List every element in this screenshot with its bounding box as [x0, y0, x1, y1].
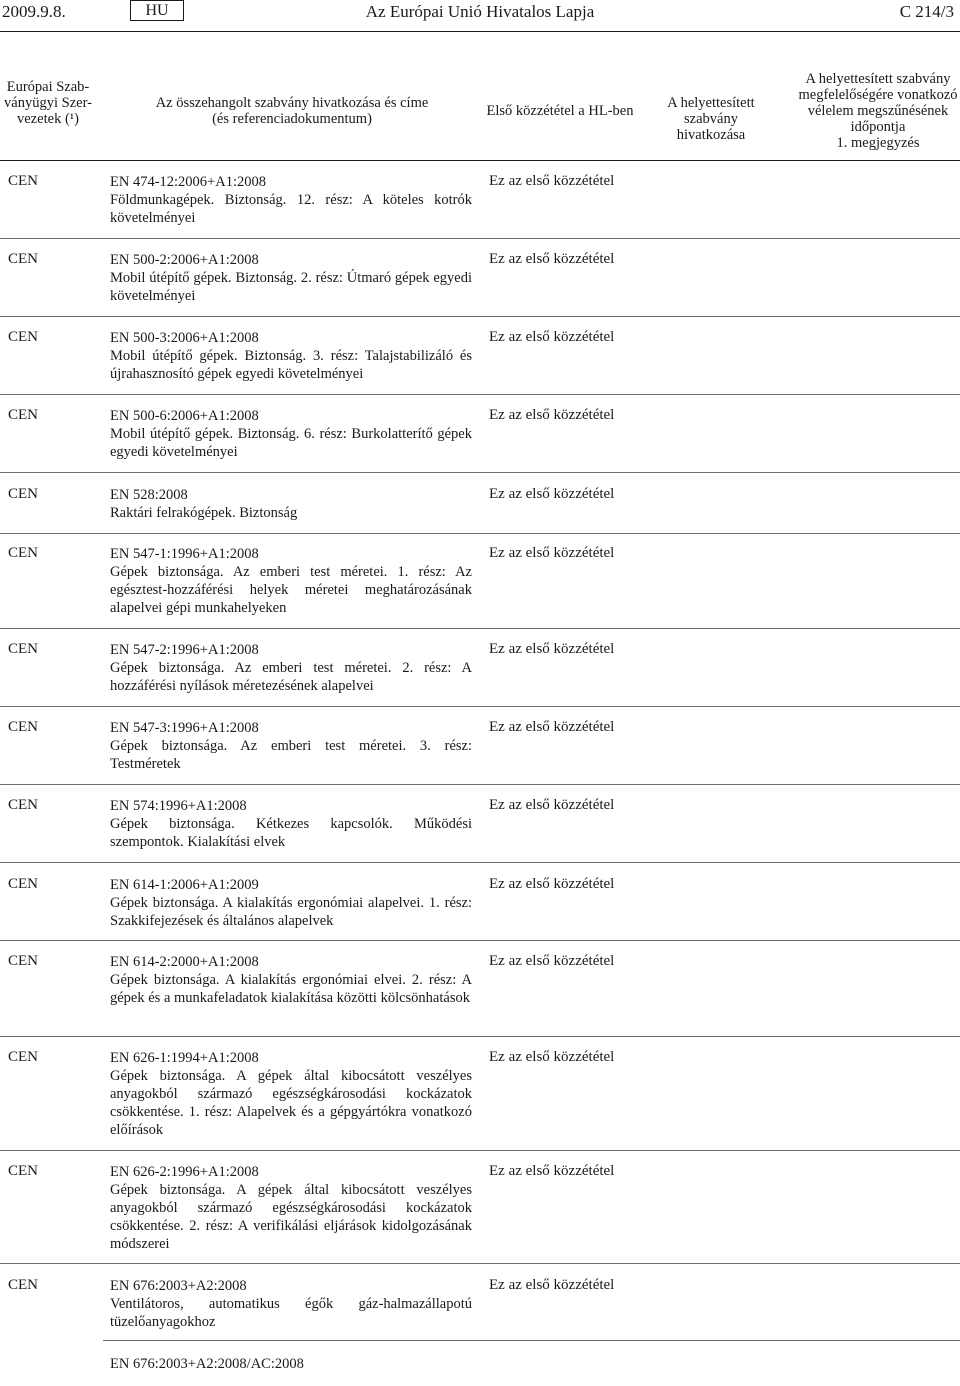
- row-separator: [0, 533, 960, 534]
- standard-code: EN 500-6:2006+A1:2008: [110, 408, 259, 424]
- row-separator: [0, 472, 960, 473]
- reference-cell: [110, 876, 472, 930]
- journal-header: [0, 0, 960, 24]
- organisation-cell: CEN: [8, 953, 38, 969]
- organisation-cell: CEN: [8, 719, 38, 735]
- first-publication-cell: Ez az első közzététel: [489, 173, 615, 189]
- standard-code: EN 614-2:2000+A1:2008: [110, 954, 259, 970]
- first-publication-cell: Ez az első közzététel: [489, 1163, 615, 1179]
- row-separator: [103, 1340, 960, 1341]
- first-publication-cell: Ez az első közzététel: [489, 486, 615, 502]
- column-header-superseded-standard: A helyettesített szabvány hivatkozása: [667, 95, 755, 143]
- standard-title: Gépek biztonsága. A gépek által kibocsátott veszélyes anyagokból származó egészségkárosodási kockázatok csökkentése. 2. rész: A verifikálási eljárások kidolgozásának módszerei: [110, 1182, 472, 1252]
- standard-code: EN 500-2:2006+A1:2008: [110, 252, 259, 268]
- first-publication-cell: Ez az első közzététel: [489, 545, 615, 561]
- standard-title: Gépek biztonsága. Az emberi test méretei. 2. rész: A hozzáférési nyílások méretezésének alapelvei: [110, 660, 472, 694]
- row-separator: [0, 394, 960, 395]
- reference-cell: [110, 797, 472, 851]
- reference-cell: [110, 407, 472, 461]
- page-number: C 214/3: [899, 2, 954, 21]
- journal-title: Az Európai Unió Hivatalos Lapja: [365, 2, 595, 21]
- reference-cell: [110, 329, 472, 383]
- row-separator: [0, 316, 960, 317]
- standard-title: Gépek biztonsága. Kétkezes kapcsolók. Működési szempontok. Kialakítási elvek: [110, 816, 472, 850]
- row-separator: [0, 238, 960, 239]
- standard-title: Mobil útépítő gépek. Biztonság. 2. rész: Útmaró gépek egyedi követelményei: [110, 270, 472, 304]
- organisation-cell: CEN: [8, 407, 38, 423]
- reference-cell: [110, 173, 472, 227]
- row-separator: [0, 862, 960, 863]
- row-separator: [0, 1036, 960, 1037]
- standard-title: Gépek biztonsága. Az emberi test méretei. 1. rész: Az egésztest-hozzáférési helyek méretei meghatározásának alapelvei gépi munkahelyeken: [110, 564, 472, 616]
- header-rule: [0, 31, 960, 32]
- reference-cell: [110, 641, 472, 695]
- organisation-cell: CEN: [8, 1277, 38, 1293]
- first-publication-cell: Ez az első közzététel: [489, 641, 615, 657]
- standard-code: EN 474-12:2006+A1:2008: [110, 174, 266, 190]
- publication-date: 2009.9.8.: [2, 2, 66, 21]
- column-header-cessation-date: A helyettesített szabvány megfelelőségére vonatkozó vélelem megszűnésének időpontja 1. megjegyzés: [798, 71, 958, 151]
- organisation-cell: CEN: [8, 1049, 38, 1065]
- first-publication-cell: Ez az első közzététel: [489, 251, 615, 267]
- first-publication-cell: Ez az első közzététel: [489, 1049, 615, 1065]
- column-header-first-publication: Első közzététel a HL-ben: [486, 103, 634, 119]
- organisation-cell: CEN: [8, 329, 38, 345]
- reference-cell: [110, 1163, 472, 1253]
- standard-title: Gépek biztonsága. A gépek által kibocsátott veszélyes anyagokból származó egészségkárosodási kockázatok csökkentése. 1. rész: Alapelvek és a gépgyártókra vonatkozó előírások: [110, 1068, 472, 1138]
- reference-cell: [110, 719, 472, 773]
- organisation-cell: CEN: [8, 1163, 38, 1179]
- first-publication-cell: Ez az első közzététel: [489, 876, 615, 892]
- organisation-cell: CEN: [8, 173, 38, 189]
- first-publication-cell: Ez az első közzététel: [489, 797, 615, 813]
- standard-code: EN 614-1:2006+A1:2009: [110, 877, 259, 893]
- organisation-cell: CEN: [8, 251, 38, 267]
- column-header-organisation: Európai Szab- ványügyi Szer- vezetek (¹): [4, 79, 92, 127]
- standard-code: EN 574:1996+A1:2008: [110, 798, 247, 814]
- row-separator: [0, 784, 960, 785]
- organisation-cell: CEN: [8, 545, 38, 561]
- standard-title: Gépek biztonsága. A kialakítás ergonómiai elvei. 2. rész: A gépek és a munkafeladatok kialakítása közötti kölcsönhatások: [110, 972, 472, 1006]
- reference-cell: [110, 1277, 472, 1331]
- row-separator: [0, 706, 960, 707]
- organisation-cell: CEN: [8, 641, 38, 657]
- reference-cell: [110, 251, 472, 305]
- organisation-cell: CEN: [8, 876, 38, 892]
- reference-cell: [110, 1049, 472, 1139]
- standard-title: Ventilátoros, automatikus égők gáz-halmazállapotú tüzelőanyagokhoz: [110, 1296, 472, 1330]
- reference-cell: [110, 486, 472, 522]
- corrigendum-row: [110, 1355, 472, 1373]
- reference-cell: [110, 545, 472, 617]
- first-publication-cell: Ez az első közzététel: [489, 719, 615, 735]
- standard-title: Gépek biztonsága. A kialakítás ergonómiai alapelvei. 1. rész: Szakkifejezések és általános alapelvek: [110, 895, 472, 929]
- first-publication-cell: Ez az első közzététel: [489, 1277, 615, 1293]
- standard-title: Földmunkagépek. Biztonság. 12. rész: A köteles kotrók követelményei: [110, 192, 472, 226]
- organisation-cell: CEN: [8, 486, 38, 502]
- first-publication-cell: Ez az első közzététel: [489, 407, 615, 423]
- column-header-rule: [0, 160, 960, 161]
- standard-code: EN 676:2003+A2:2008: [110, 1278, 247, 1294]
- row-separator: [0, 1150, 960, 1151]
- reference-cell: [110, 953, 472, 1007]
- row-separator: [0, 1263, 960, 1264]
- standard-code: EN 626-2:1996+A1:2008: [110, 1164, 259, 1180]
- standard-code: EN 547-3:1996+A1:2008: [110, 720, 259, 736]
- standard-code: EN 528:2008: [110, 487, 188, 503]
- row-separator: [0, 628, 960, 629]
- organisation-cell: CEN: [8, 797, 38, 813]
- standard-code: EN 547-1:1996+A1:2008: [110, 546, 259, 562]
- column-header-reference: Az összehangolt szabvány hivatkozása és címe (és referenciadokumentum): [155, 95, 429, 127]
- standard-title: Raktári felrakógépek. Biztonság: [110, 505, 298, 521]
- first-publication-cell: Ez az első közzététel: [489, 329, 615, 345]
- standard-title: Gépek biztonsága. Az emberi test méretei. 3. rész: Testméretek: [110, 738, 472, 772]
- standard-code: EN 547-2:1996+A1:2008: [110, 642, 259, 658]
- row-separator: [0, 940, 960, 941]
- first-publication-cell: Ez az első közzététel: [489, 953, 615, 969]
- corrigendum-code: EN 676:2003+A2:2008/AC:2008: [110, 1356, 304, 1372]
- language-badge: HU: [130, 0, 184, 21]
- standard-code: EN 626-1:1994+A1:2008: [110, 1050, 259, 1066]
- standard-code: EN 500-3:2006+A1:2008: [110, 330, 259, 346]
- standard-title: Mobil útépítő gépek. Biztonság. 6. rész: Burkolatterítő gépek egyedi követelményei: [110, 426, 472, 460]
- standard-title: Mobil útépítő gépek. Biztonság. 3. rész: Talajstabilizáló és újrahasznosító gépek egyedi követelményei: [110, 348, 472, 382]
